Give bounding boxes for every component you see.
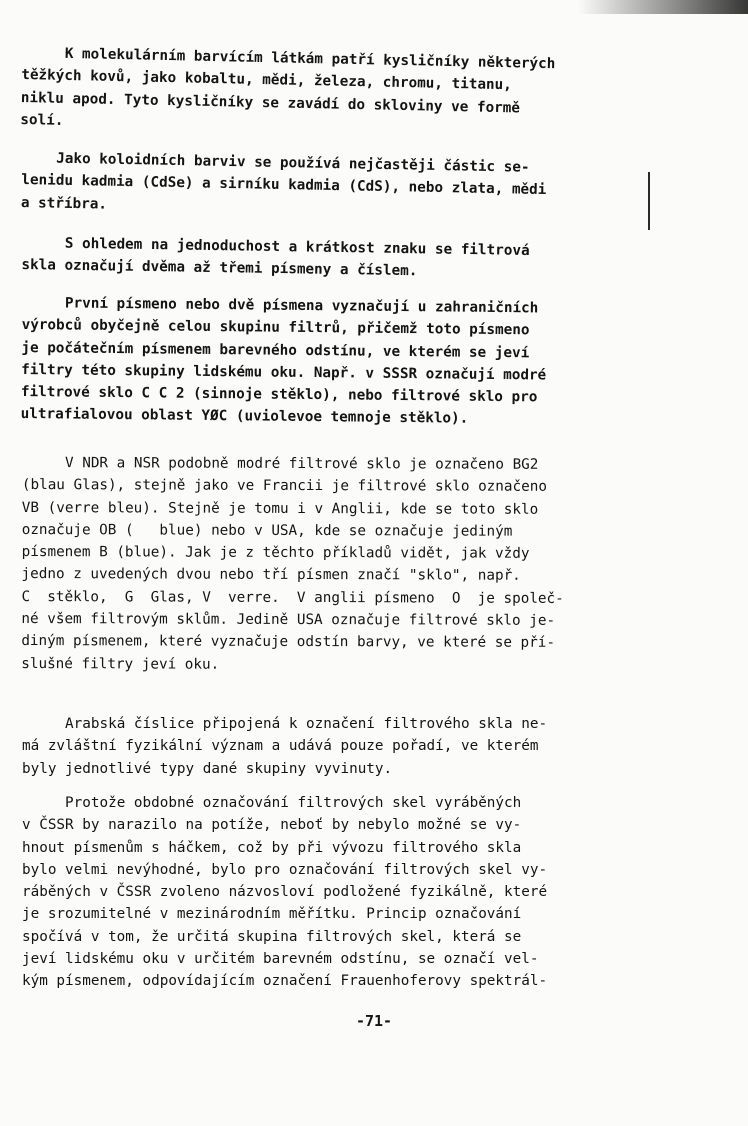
paragraph-labeling-intro: S ohledem na jednoduchost a krátkost znaku se filtrová skla označují dvěma až třemi písmeny a číslem.	[21, 234, 530, 280]
paragraph-cssr-naming: Protože obdobné označování filtrových skel vyráběných v ČSSR by narazilo na potíže, neboť by nebylo možné se vy- hnout písmenům s háčkem, což by při vývozu filtrového skla bylo velmi nevýhodné, bylo pro označování filtrových skel vy- ráběných v ČSSR zvoleno názvosloví podložené fyzikálně, které je srozumitelné v mezinárodním měřítku. Princip označování spočívá v tom, že určitá skupina filtrových skel, která se jeví lidskému oku v určitém barevném odstínu, se označí vel- kým písmenem, odpovídajícím označení Frauenhoferovy spektrál-	[22, 795, 548, 990]
paragraph-colloidal-dyes: Jako koloidních barviv se používá nejčastěji částic se- lenidu kadmia (CdSe) a sirníku kadmia (CdS), nebo zlata, mědi a stříbra.	[20, 149, 547, 213]
page-number: -71-	[355, 1012, 393, 1030]
scan-shadow	[578, 0, 748, 14]
paragraph-arabic-numerals: Arabská číslice připojená k označení filtrového skla ne- má zvláštní fyzikální význam a udává pouze pořadí, ve kterém byly jednotlivé typy dané skupiny vyvinuty.	[22, 716, 548, 777]
paragraph-first-letter: První písmeno nebo dvě písmena vyznačují u zahraničních výrobců obyčejně celou skupinu filtrů, přičemž toto písmeno je počátečním písmenem barevného odstínu, ve kterém se jeví filtry této skupiny lidskému oku. Např. v SSSR označují modré filtrové sklo C C 2 (sinnoje stěklo), nebo filtrové sklo pro ultrafialovou oblast YØC (uviolevoe temnoje stěklo).	[20, 294, 547, 428]
paragraph-molecular-dyes: K molekulárním barvícím látkám patří kysličníky některých těžkých kovů, jako kobaltu, mědi, železa, chromu, titanu, niklu apod. Tyto kysličníky se zavádí do skloviny ve formě solí.	[20, 44, 556, 129]
paragraph-international-examples: V NDR a NSR podobně modré filtrové sklo je označeno BG2 (blau Glas), stejně jako ve Francii je filtrové sklo označeno VB (verre bleu). Stejně je tomu i v Anglii, kde se toto sklo označuje OB ( blue) nebo v USA, kde se označuje jediným písmenem B (blue). Jak je z těchto příkladů vidět, jak vždy jedno z uvedených dvou nebo tří písmen značí "sklo", např. C stěklo, G Glas, V verre. V anglii písmeno O je společ- né všem filtrovým sklům. Jedině USA označuje filtrové sklo je- diným písmenem, které vyznačuje odstín barvy, ve které se pří- slušné filtry jeví oku.	[21, 454, 564, 673]
